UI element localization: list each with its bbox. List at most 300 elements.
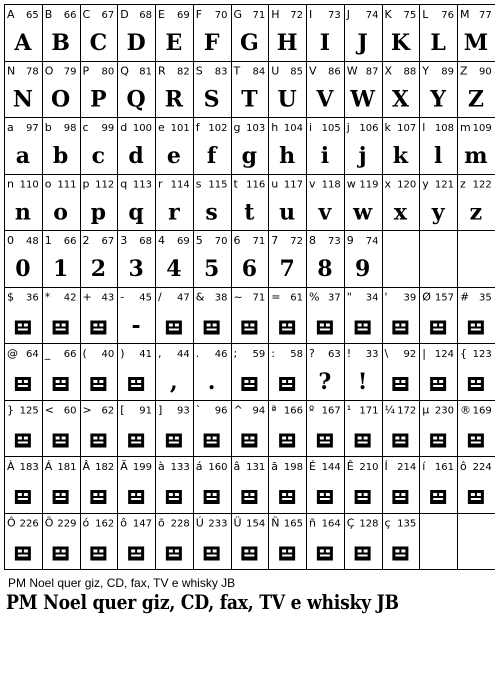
cell-code: 182 — [95, 462, 115, 473]
cell-character: ; — [233, 347, 238, 360]
cell-glyph: H — [276, 30, 298, 56]
char-cell — [271, 234, 303, 282]
missing-glyph-icon — [53, 547, 69, 561]
char-cell — [234, 404, 266, 448]
cell-code: 110 — [19, 179, 39, 191]
char-cell — [422, 291, 454, 335]
cell-character: Ã — [120, 460, 128, 473]
cell-character: / — [158, 290, 162, 304]
missing-glyph-icon — [468, 434, 484, 448]
char-cell — [309, 121, 341, 169]
cell-code: 157 — [434, 292, 454, 304]
cell-code: 64 — [26, 349, 39, 360]
cell-character: ^ — [233, 403, 243, 417]
cell-glyph: I — [319, 30, 331, 56]
cell-code: 171 — [359, 405, 379, 417]
char-cell — [347, 347, 379, 395]
cell-character: Ô — [7, 516, 16, 530]
cell-code: 73 — [328, 10, 341, 21]
cell-glyph: s — [205, 199, 218, 226]
cell-code: 82 — [177, 66, 190, 78]
char-cell — [271, 460, 303, 504]
cell-glyph: e — [166, 143, 181, 169]
missing-glyph-icon — [279, 547, 295, 561]
missing-glyph-icon — [430, 434, 446, 448]
cell-code: 135 — [397, 518, 417, 530]
char-cell — [347, 178, 379, 226]
missing-glyph-icon — [166, 434, 182, 448]
char-cell — [422, 404, 454, 448]
char-cell — [385, 8, 417, 56]
cell-code: 38 — [214, 292, 228, 304]
missing-glyph-icon — [90, 321, 106, 335]
char-cell — [233, 65, 266, 113]
cell-glyph: ! — [357, 369, 368, 395]
char-cell — [83, 347, 115, 391]
cell-code: 226 — [19, 518, 39, 530]
cell-code: 48 — [26, 236, 39, 247]
char-cell — [196, 347, 228, 395]
cell-code: 60 — [63, 405, 77, 417]
cell-code: 119 — [359, 179, 379, 191]
char-cell — [347, 460, 379, 504]
char-cell — [460, 291, 492, 335]
missing-glyph-icon — [241, 434, 257, 448]
cell-character: ? — [309, 347, 315, 360]
char-cell — [234, 178, 266, 226]
cell-glyph: ? — [318, 369, 332, 395]
cell-character: à — [158, 460, 165, 473]
char-cell — [196, 291, 228, 335]
cell-code: 90 — [479, 66, 492, 78]
cell-glyph: u — [279, 199, 296, 226]
char-cell — [7, 65, 39, 113]
missing-glyph-icon — [279, 490, 295, 504]
cell-character: A — [7, 8, 15, 21]
cell-code: 230 — [434, 405, 454, 417]
char-cell — [460, 121, 492, 169]
cell-character: y — [422, 177, 429, 191]
cell-character: ª — [271, 403, 277, 417]
cell-character: f — [195, 121, 200, 134]
char-cell — [271, 8, 303, 56]
char-cell — [385, 178, 417, 226]
missing-glyph-icon — [355, 547, 371, 561]
cell-glyph: N — [12, 86, 33, 113]
char-cell — [7, 460, 39, 504]
char-cell — [7, 234, 39, 282]
cell-code: 71 — [252, 292, 266, 304]
cell-code: 67 — [101, 236, 115, 247]
cell-glyph: U — [277, 86, 297, 113]
cell-code: 77 — [479, 10, 492, 21]
cell-character: b — [44, 121, 52, 134]
missing-glyph-icon — [15, 377, 31, 391]
char-cell — [309, 234, 341, 282]
cell-code: 122 — [472, 179, 492, 191]
char-cell — [120, 517, 152, 561]
cell-code: 42 — [63, 292, 77, 304]
char-cell — [120, 234, 152, 282]
char-cell — [234, 8, 266, 56]
missing-glyph-icon — [392, 490, 408, 504]
cell-character: ' — [384, 290, 388, 304]
char-cell — [45, 65, 77, 113]
cell-character: À — [7, 460, 15, 473]
char-cell — [422, 121, 454, 169]
cell-glyph: 9 — [354, 256, 371, 282]
char-cell — [347, 291, 379, 335]
cell-character: Z — [460, 64, 468, 78]
char-cell — [271, 178, 303, 226]
cell-character: m — [460, 121, 471, 134]
char-cell — [309, 178, 341, 226]
missing-glyph-icon — [204, 547, 220, 561]
cell-code: 109 — [472, 123, 492, 134]
char-cell — [120, 65, 152, 113]
cell-glyph: S — [203, 86, 220, 113]
cell-character: Á — [44, 460, 53, 473]
missing-glyph-icon — [15, 321, 31, 335]
missing-glyph-icon — [355, 434, 371, 448]
cell-code: 72 — [290, 236, 303, 247]
char-cell — [196, 178, 228, 226]
cell-character: u — [271, 177, 279, 191]
cell-character: 0 — [7, 234, 14, 247]
cell-character: ç — [384, 516, 391, 530]
char-cell — [45, 460, 77, 504]
cell-glyph: G — [239, 30, 259, 56]
cell-character: p — [82, 177, 90, 191]
char-cell — [347, 517, 379, 561]
cell-character: w — [346, 177, 356, 191]
cell-code: 228 — [170, 518, 190, 530]
cell-code: 113 — [132, 179, 152, 191]
char-cell — [234, 460, 266, 504]
cell-character: ñ — [309, 516, 316, 530]
missing-glyph-icon — [128, 547, 144, 561]
sample-text-styled: PM Noel quer giz, CD, fax, TV e whisky JB — [6, 590, 399, 614]
cell-character: ` — [195, 403, 202, 417]
cell-code: 85 — [290, 66, 303, 78]
char-cell — [309, 404, 341, 448]
char-cell — [120, 121, 152, 169]
cell-code: 75 — [403, 10, 417, 21]
cell-glyph: R — [164, 86, 184, 113]
char-cell — [309, 347, 341, 395]
char-cell — [385, 404, 417, 448]
cell-code: 107 — [397, 123, 417, 134]
cell-glyph: 8 — [317, 256, 333, 282]
cell-code: 233 — [208, 518, 228, 530]
cell-glyph: c — [91, 143, 106, 169]
missing-glyph-icon — [392, 377, 408, 391]
cell-character: 2 — [82, 234, 90, 247]
char-cell — [385, 121, 417, 169]
cell-character: X — [384, 64, 393, 78]
cell-glyph: l — [433, 143, 443, 169]
cell-code: 46 — [214, 349, 228, 360]
cell-code: 133 — [170, 462, 190, 473]
char-cell — [83, 8, 115, 56]
cell-code: 58 — [290, 349, 303, 360]
cell-code: 33 — [365, 349, 379, 360]
cell-character: á — [195, 460, 203, 473]
char-cell — [309, 460, 341, 504]
missing-glyph-icon — [128, 434, 144, 448]
missing-glyph-icon — [15, 547, 31, 561]
cell-character: a — [7, 121, 14, 134]
cell-character: c — [82, 121, 89, 134]
cell-character: D — [120, 8, 129, 21]
missing-glyph-icon — [166, 547, 182, 561]
missing-glyph-icon — [15, 434, 31, 448]
cell-code: 94 — [252, 405, 266, 417]
char-cell — [158, 291, 190, 335]
char-cell — [158, 517, 190, 561]
char-cell — [309, 517, 341, 561]
cell-character: ô — [120, 516, 127, 530]
cell-character: O — [44, 64, 54, 78]
sample-text-plain: PM Noel quer giz, CD, fax, TV e whisky JB — [8, 576, 236, 590]
cell-character: ( — [82, 347, 87, 360]
cell-code: 84 — [252, 66, 266, 78]
cell-character: ~ — [233, 290, 243, 304]
cell-code: 106 — [359, 123, 379, 134]
char-cell — [83, 234, 115, 282]
cell-code: 229 — [57, 518, 77, 530]
char-cell — [346, 8, 379, 56]
char-cell — [158, 178, 190, 226]
char-cell — [7, 404, 39, 448]
missing-glyph-icon — [355, 321, 371, 335]
cell-code: 66 — [63, 10, 77, 21]
cell-character: , — [158, 347, 162, 360]
missing-glyph-icon — [279, 321, 295, 335]
cell-character: G — [233, 8, 243, 21]
missing-glyph-icon — [90, 377, 106, 391]
char-cell — [346, 121, 379, 169]
cell-glyph: F — [203, 30, 220, 56]
cell-code: 68 — [139, 236, 152, 247]
cell-character: H — [271, 8, 280, 21]
char-cell — [120, 404, 152, 448]
missing-glyph-icon — [53, 321, 69, 335]
char-cell — [271, 517, 303, 561]
char-cell — [158, 234, 190, 282]
cell-glyph: X — [391, 86, 409, 113]
char-cell — [45, 404, 77, 448]
char-cell — [234, 291, 266, 335]
cell-glyph: t — [244, 199, 255, 226]
cell-character: @ — [7, 347, 18, 360]
cell-character: Í — [384, 460, 388, 473]
cell-code: 97 — [26, 123, 39, 134]
cell-code: 169 — [472, 405, 492, 417]
char-cell — [158, 8, 190, 56]
cell-code: 104 — [283, 123, 303, 134]
char-cell — [271, 65, 303, 113]
cell-glyph: L — [430, 30, 446, 56]
char-cell — [234, 347, 266, 391]
cell-code: 41 — [139, 349, 152, 360]
cell-glyph: - — [131, 312, 141, 339]
cell-character: 7 — [271, 234, 279, 247]
cell-glyph: 4 — [166, 256, 182, 282]
char-cell — [45, 8, 77, 56]
cell-character: { — [460, 347, 467, 360]
cell-code: 71 — [252, 10, 266, 21]
char-cell — [460, 178, 492, 226]
missing-glyph-icon — [241, 377, 257, 391]
cell-glyph: , — [170, 369, 178, 395]
cell-character: 9 — [346, 234, 354, 247]
cell-character: t — [233, 177, 238, 191]
cell-code: 80 — [101, 66, 115, 78]
cell-character: ¼ — [384, 403, 396, 417]
missing-glyph-icon — [53, 490, 69, 504]
cell-glyph: m — [464, 143, 488, 169]
cell-code: 39 — [403, 292, 417, 304]
char-cell — [7, 121, 39, 169]
cell-code: 100 — [132, 123, 152, 134]
cell-glyph: p — [90, 199, 107, 226]
cell-character: 5 — [195, 234, 203, 247]
char-cell — [271, 291, 303, 335]
cell-character: M — [460, 8, 470, 21]
cell-glyph: 2 — [90, 256, 107, 282]
char-cell — [45, 178, 77, 226]
cell-code: 89 — [441, 66, 454, 78]
char-cell — [120, 460, 152, 504]
cell-character: j — [346, 121, 350, 134]
cell-glyph: T — [241, 86, 258, 113]
cell-code: 181 — [57, 462, 77, 473]
cell-character: x — [384, 177, 392, 191]
cell-code: 160 — [208, 462, 228, 473]
char-cell — [7, 8, 39, 56]
cell-character: l — [422, 121, 426, 134]
cell-character: ã — [271, 460, 278, 473]
cell-character: õ — [158, 516, 165, 530]
cell-code: 123 — [472, 349, 492, 360]
cell-glyph: Z — [467, 86, 484, 113]
char-cell — [385, 460, 417, 504]
cell-character: ) — [120, 347, 125, 360]
char-cell — [422, 347, 454, 391]
cell-code: 67 — [101, 10, 115, 21]
cell-code: 111 — [57, 179, 77, 191]
missing-glyph-icon — [166, 490, 182, 504]
char-cell — [83, 178, 115, 226]
cell-glyph: Q — [126, 86, 146, 113]
missing-glyph-icon — [317, 490, 333, 504]
missing-glyph-icon — [15, 490, 31, 504]
cell-code: 61 — [290, 292, 303, 304]
cell-character: µ — [422, 403, 430, 417]
char-cell — [234, 517, 266, 561]
cell-character: B — [44, 8, 53, 21]
cell-character: â — [233, 460, 241, 473]
missing-glyph-icon — [204, 434, 220, 448]
cell-character: Ü — [233, 516, 242, 530]
cell-glyph: w — [353, 199, 373, 226]
char-cell — [196, 404, 228, 448]
cell-code: 78 — [26, 66, 39, 78]
char-cell — [347, 234, 379, 282]
cell-code: 108 — [434, 123, 454, 134]
char-cell — [196, 234, 228, 282]
char-cell — [460, 8, 492, 56]
missing-glyph-icon — [241, 547, 257, 561]
char-cell — [271, 347, 303, 391]
cell-character: ] — [158, 403, 163, 417]
char-cell — [7, 517, 39, 561]
cell-glyph: n — [14, 199, 31, 226]
cell-character: 3 — [120, 234, 128, 247]
cell-character: + — [82, 290, 92, 304]
cell-glyph: h — [279, 143, 296, 169]
cell-code: 70 — [214, 236, 228, 247]
missing-glyph-icon — [204, 321, 220, 335]
cell-character: _ — [44, 347, 51, 360]
char-cell — [44, 347, 77, 391]
cell-code: 103 — [246, 123, 266, 134]
cell-character: o — [44, 177, 52, 191]
cell-code: 65 — [26, 10, 39, 21]
missing-glyph-icon — [468, 490, 484, 504]
char-cell — [385, 291, 417, 335]
cell-glyph: A — [14, 30, 32, 56]
cell-code: 47 — [177, 292, 190, 304]
cell-code: 74 — [365, 10, 379, 21]
cell-code: 172 — [397, 405, 417, 417]
cell-code: 167 — [321, 405, 341, 417]
cell-glyph: C — [89, 30, 108, 56]
cell-character: L — [422, 8, 429, 21]
char-cell — [422, 178, 454, 226]
cell-glyph: 5 — [203, 256, 220, 282]
char-cell — [347, 404, 379, 448]
cell-code: 214 — [397, 462, 417, 473]
cell-code: 98 — [63, 123, 77, 134]
cell-code: 71 — [252, 236, 266, 247]
char-cell — [45, 121, 77, 169]
char-cell — [120, 347, 152, 391]
missing-glyph-icon — [53, 434, 69, 448]
cell-glyph: a — [15, 143, 31, 169]
missing-glyph-icon — [355, 490, 371, 504]
cell-code: 72 — [290, 10, 303, 21]
cell-code: 59 — [252, 349, 266, 360]
missing-glyph-icon — [90, 490, 106, 504]
cell-code: 62 — [101, 405, 115, 417]
cell-character: \ — [384, 347, 389, 360]
missing-glyph-icon — [468, 377, 484, 391]
cell-character: * — [44, 290, 51, 304]
cell-character: R — [158, 64, 166, 78]
cell-character: d — [120, 121, 128, 134]
cell-character: Ç — [346, 516, 355, 530]
char-cell — [271, 121, 303, 169]
cell-code: 34 — [365, 292, 379, 304]
cell-character: z — [460, 177, 466, 191]
cell-character: . — [195, 347, 200, 360]
char-cell — [158, 65, 190, 113]
cell-code: 101 — [170, 123, 190, 134]
cell-code: 69 — [177, 10, 190, 21]
cell-character: v — [309, 177, 316, 191]
